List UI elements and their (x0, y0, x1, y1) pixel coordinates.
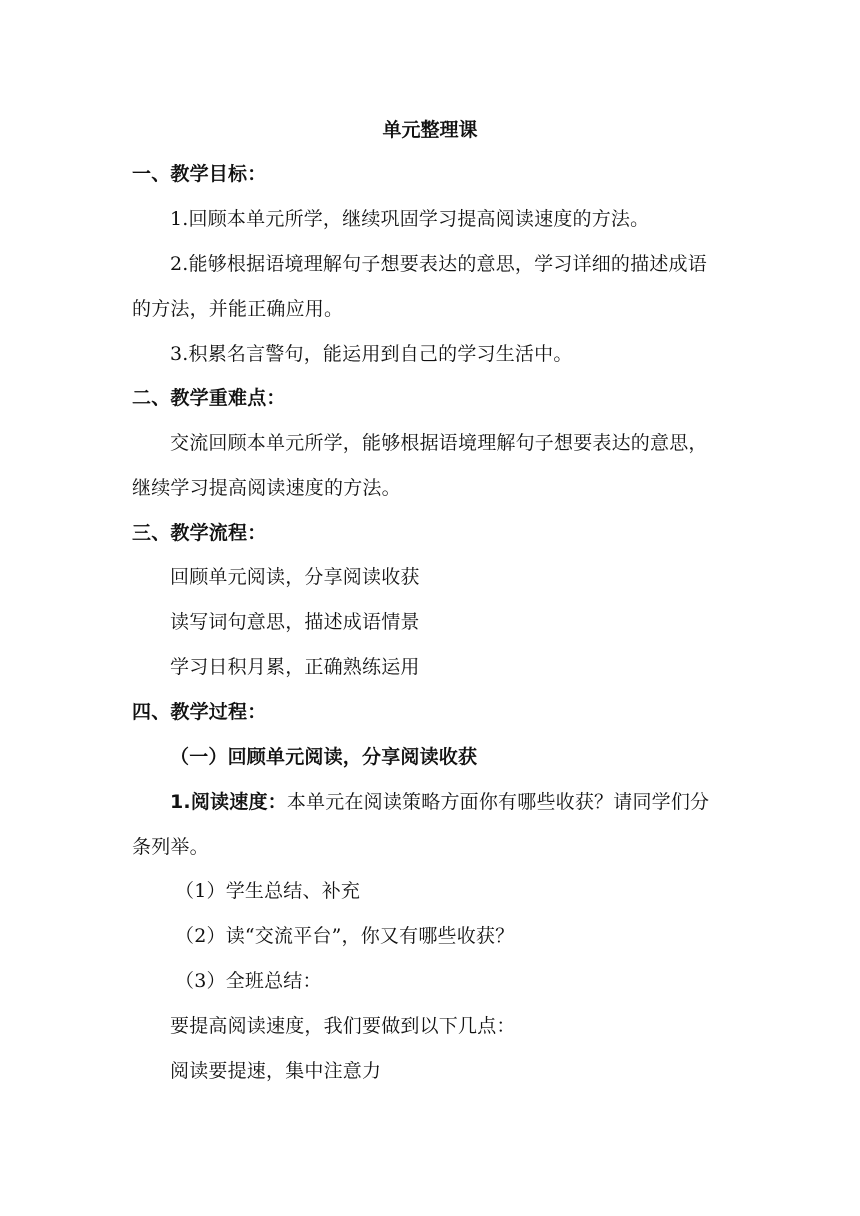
process-step-2: （2）读“交流平台”，你又有哪些收获？ (175, 925, 515, 947)
reading-speed-question: 本单元在阅读策略方面你有哪些收获？请同学们分 (286, 791, 710, 813)
process-paragraph-1-line-1 (170, 790, 709, 814)
section-heading-process: 四、教学过程： (132, 701, 267, 723)
goal-item-2-line-1: 2.能够根据语境理解句子想要表达的意思，学习详细的描述成语 (170, 253, 707, 275)
goal-item-2-line-2: 的方法，并能正确应用。 (132, 298, 344, 320)
process-step-1: （1）学生总结、补充 (175, 880, 361, 902)
key-points-line-2: 继续学习提高阅读速度的方法。 (132, 477, 401, 499)
process-summary-line-2: 阅读要提速，集中注意力 (170, 1060, 382, 1082)
process-subheading-1: （一）回顾单元阅读，分享阅读收获 (170, 746, 478, 768)
process-paragraph-1-line-2: 条列举。 (132, 836, 209, 858)
section-heading-flow: 三、教学流程： (132, 522, 267, 544)
section-heading-key-points: 二、教学重难点： (132, 387, 286, 409)
reading-speed-label: 1.阅读速度： (170, 791, 287, 813)
flow-item-3: 学习日积月累，正确熟练运用 (170, 656, 420, 678)
goal-item-1: 1.回顾本单元所学，继续巩固学习提高阅读速度的方法。 (170, 208, 650, 230)
process-step-3: （3）全班总结： (175, 970, 322, 992)
flow-item-1: 回顾单元阅读，分享阅读收获 (170, 566, 420, 588)
process-summary-line-1: 要提高阅读速度，我们要做到以下几点： (170, 1015, 516, 1037)
key-points-line-1: 交流回顾本单元所学，能够根据语境理解句子想要表达的意思， (170, 432, 708, 454)
document-title: 单元整理课 (382, 119, 478, 141)
goal-item-3: 3.积累名言警句，能运用到自己的学习生活中。 (170, 343, 573, 365)
flow-item-2: 读写词句意思，描述成语情景 (170, 611, 420, 633)
section-heading-goals: 一、教学目标： (132, 163, 267, 185)
